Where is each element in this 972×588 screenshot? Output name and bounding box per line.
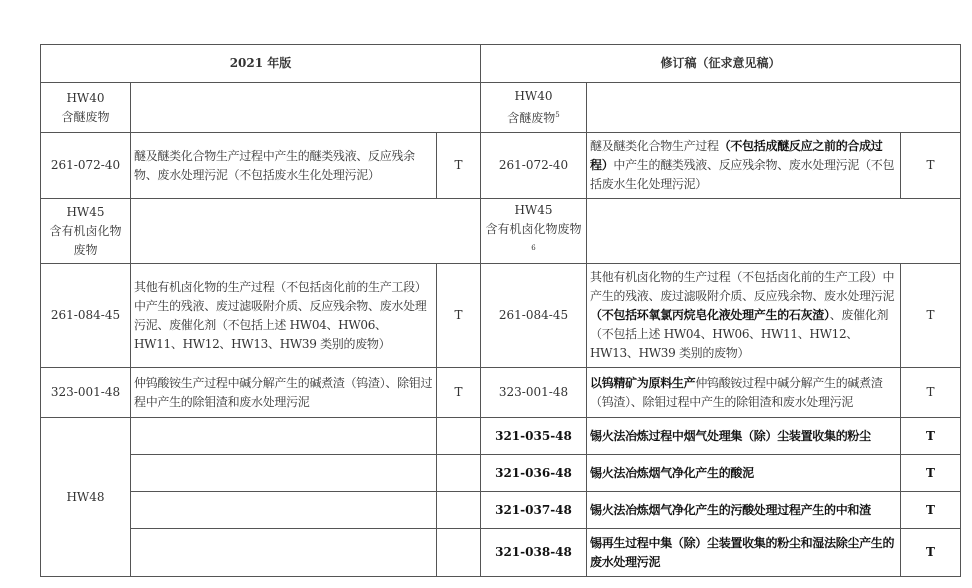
waste-code: 261-084-45 [41, 264, 131, 368]
waste-code: 323-001-48 [481, 368, 587, 418]
category-name: 含有机卤化物废物$^6$ [485, 222, 582, 252]
category-code: HW48 [41, 418, 131, 577]
waste-description: 以钨精矿为原料生产仲钨酸铵过程中碱分解产生的碱煮渣（钨渣）、除钼过程中产生的除钼渣和废水处理污泥 [587, 368, 901, 418]
hazard-flag: T [437, 368, 481, 418]
empty-cell [587, 83, 961, 133]
hazard-flag: T [901, 133, 961, 199]
hazard-flag: T [901, 418, 961, 455]
empty-cell [437, 529, 481, 577]
waste-description: 锡火法冶炼烟气净化产生的污酸处理过程产生的中和渣 [587, 492, 901, 529]
waste-description: 锡火法冶炼过程中烟气处理集（除）尘装置收集的粉尘 [587, 418, 901, 455]
waste-description: 醚及醚类化合物生产过程中产生的醚类残液、反应残余物、废水处理污泥（不包括废水生化处理污泥） [131, 133, 437, 199]
table-row-261-072-40 [41, 133, 961, 199]
hazard-flag: T [901, 264, 961, 368]
table-row-261-084-45 [41, 264, 961, 368]
waste-code: 261-084-45 [481, 264, 587, 368]
category-code: HW45 [514, 203, 553, 217]
empty-cell [131, 529, 437, 577]
empty-cell [131, 492, 437, 529]
category-code: HW45 [66, 204, 105, 219]
header-row [41, 45, 961, 83]
category-cell [41, 199, 131, 264]
empty-cell [587, 199, 961, 264]
category-cell [41, 83, 131, 133]
empty-cell [131, 83, 481, 133]
waste-description: 其他有机卤化物的生产过程（不包括卤化前的生产工段）中产生的残液、废过滤吸附介质、反应残余物、废水处理污泥（不包括环氧氯丙烷皂化液处理产生的石灰渣）、废催化剂（不包括上述 HW04、HW06、HW11、HW12、HW13、HW39 类别的废物） [587, 264, 901, 368]
revised-text: （不包括环氧氯丙烷皂化液处理产生的石灰渣） [590, 308, 830, 322]
table-row-321-035-48 [41, 418, 961, 455]
category-cell [481, 199, 587, 264]
footnote-marker: 5 [555, 111, 560, 119]
table-row-hw40 [41, 83, 961, 133]
waste-description: 其他有机卤化物的生产过程（不包括卤化前的生产工段）中产生的残液、废过滤吸附介质、反应残余物、废水处理污泥、废催化剂（不包括上述 HW04、HW06、HW11、HW12、HW13、HW39 类别的废物） [131, 264, 437, 368]
category-cell [481, 83, 587, 133]
waste-description: 醚及醚类化合物生产过程（不包括成醚反应之前的合成过程）中产生的醚类残液、反应残余物、废水处理污泥（不包括废水生化处理污泥） [587, 133, 901, 199]
table-row-321-036-48 [41, 455, 961, 492]
hazard-flag: T [901, 368, 961, 418]
waste-code: 321-038-48 [481, 529, 587, 577]
category-code: HW40 [514, 89, 553, 103]
empty-cell [131, 455, 437, 492]
waste-description: 锡火法冶炼烟气净化产生的酸泥 [587, 455, 901, 492]
waste-catalog-comparison-table [40, 44, 961, 577]
category-code: HW40 [66, 90, 105, 105]
hazard-flag: T [901, 529, 961, 577]
waste-description: 锡再生过程中集（除）尘装置收集的粉尘和湿法除尘产生的废水处理污泥 [587, 529, 901, 577]
empty-cell [437, 418, 481, 455]
hazard-flag: T [437, 264, 481, 368]
empty-cell [437, 455, 481, 492]
table-row-321-038-48 [41, 529, 961, 577]
waste-code: 321-035-48 [481, 418, 587, 455]
waste-code: 323-001-48 [41, 368, 131, 418]
table-row-321-037-48 [41, 492, 961, 529]
empty-cell [131, 418, 437, 455]
empty-cell [131, 199, 481, 264]
empty-cell [437, 492, 481, 529]
waste-code: 261-072-40 [481, 133, 587, 199]
waste-code: 261-072-40 [41, 133, 131, 199]
hazard-flag: T [901, 455, 961, 492]
header-2021-edition: 2021 年版 [41, 45, 481, 83]
waste-code: 321-036-48 [481, 455, 587, 492]
category-name: 含醚废物$^5$ [507, 111, 560, 125]
footnote-marker: 6 [531, 244, 536, 252]
category-name: 含醚废物 [61, 109, 110, 124]
revised-text: 以钨精矿为原料生产 [590, 375, 696, 390]
waste-description: 仲钨酸铵生产过程中碱分解产生的碱煮渣（钨渣）、除钼过程中产生的除钼渣和废水处理污泥 [131, 368, 437, 418]
category-name: 含有机卤化物废物 [49, 223, 122, 257]
waste-code: 321-037-48 [481, 492, 587, 529]
revised-text: （不包括成醚反应之前的合成过程） [590, 139, 883, 172]
table-row-323-001-48 [41, 368, 961, 418]
hazard-flag: T [901, 492, 961, 529]
header-revised-draft: 修订稿（征求意见稿） [481, 45, 961, 83]
table-row-hw45 [41, 199, 961, 264]
hazard-flag: T [437, 133, 481, 199]
